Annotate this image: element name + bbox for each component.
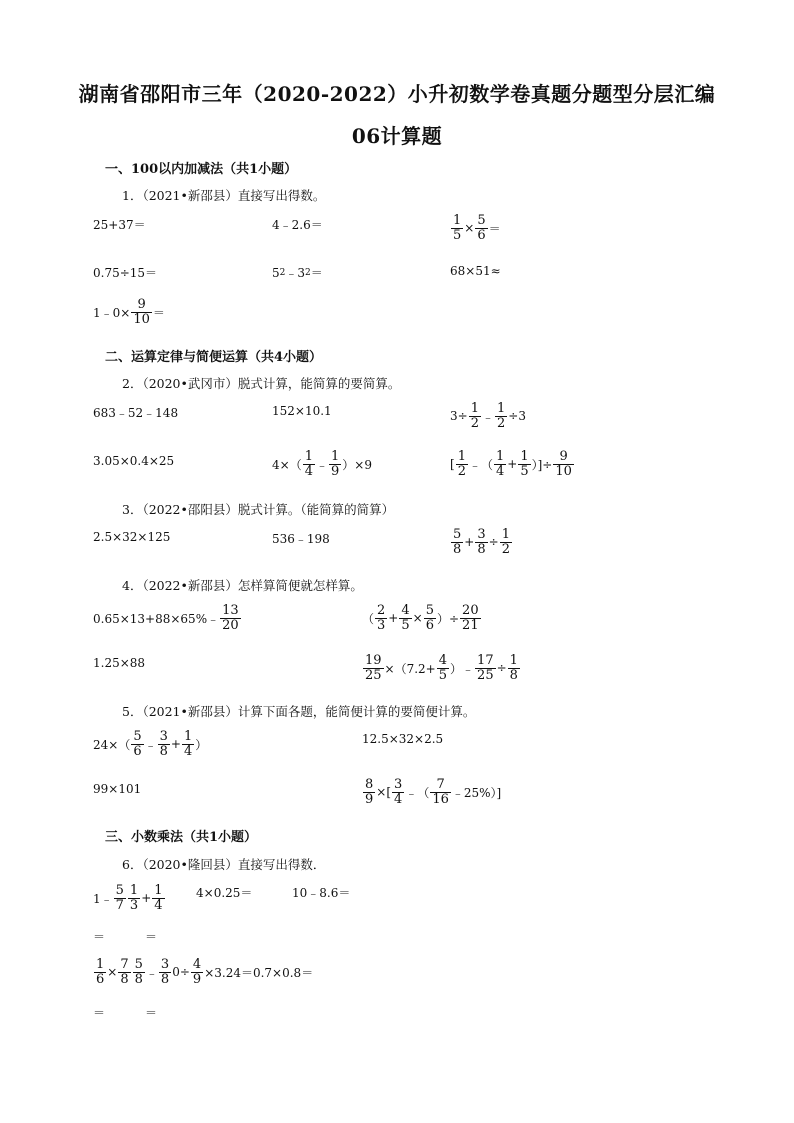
numerator: 8 — [365, 777, 374, 792]
q3-expr-a: 2.5×32×125 — [93, 530, 171, 544]
fraction — [131, 730, 143, 758]
numerator: 7 — [120, 957, 129, 972]
denominator: 10 — [555, 463, 572, 479]
fraction — [518, 450, 530, 478]
fraction — [475, 654, 496, 682]
q3-expr-c: $\frac{5}{8}$ + $\frac{3}{8}$ ÷ $\frac{1}{2}$ — [453, 527, 510, 557]
denominator: 6 — [133, 743, 142, 759]
fraction — [500, 528, 512, 556]
q6-expr-a: 1﹣ $\frac{5}{7}$ $\frac{1}{3}$ + $\frac{1}{4}$ — [93, 883, 163, 913]
denominator: 5 — [520, 463, 529, 479]
denominator: 10 — [133, 311, 150, 327]
denominator: 8 — [160, 971, 170, 987]
section-heading-3: 三、小数乘法（共1小题） — [105, 830, 258, 845]
q1-expr-d: 0.75÷15＝ — [93, 266, 158, 280]
denominator: 8 — [120, 971, 129, 987]
q4-expr-c: 1.25×88 — [93, 656, 146, 670]
denominator: 8 — [134, 971, 143, 987]
fraction — [182, 730, 194, 758]
denominator: 5 — [438, 667, 448, 683]
q6-expr-b: 4×0.25＝ — [196, 886, 253, 900]
denominator: 25 — [365, 667, 382, 683]
fraction — [128, 884, 140, 912]
page-title: 湖南省邵阳市三年（2020-2022）小升初数学卷真题分题型分层汇编 — [78, 82, 716, 106]
denominator: 16 — [432, 791, 449, 807]
q4-expr-a: 0.65×13+88×65%﹣ $\frac{13}{20}$ — [93, 603, 239, 633]
numerator: 1 — [304, 449, 313, 464]
fraction — [159, 958, 171, 986]
numerator: 1 — [501, 527, 510, 542]
numerator: 4 — [401, 603, 410, 618]
fraction — [451, 528, 463, 556]
numerator: 5 — [133, 729, 142, 744]
denominator: 9 — [331, 463, 340, 479]
fraction — [469, 402, 481, 430]
numerator: 20 — [462, 603, 479, 618]
fraction — [553, 450, 574, 478]
q6-expr-d: $\frac{1}{6}$ × $\frac{7}{8}$ $\frac{5}{8}$ ﹣ $\frac{3}{8}$ 0÷ $\frac{4}{9}$ ×3.24＝ 0.7×0.8＝ — [96, 957, 314, 987]
fraction — [460, 604, 481, 632]
denominator: 8 — [159, 743, 168, 759]
numerator: 4 — [192, 957, 202, 972]
fraction — [133, 958, 145, 986]
numerator: 17 — [477, 653, 494, 668]
denominator: 2 — [501, 541, 510, 557]
fraction — [152, 884, 164, 912]
section-heading-1: 一、100以内加减法（共1小题） — [105, 162, 298, 177]
fraction — [475, 214, 487, 242]
fraction — [494, 450, 506, 478]
denominator: 6 — [477, 227, 486, 243]
denominator: 8 — [477, 541, 486, 557]
question-5-prompt: 5．（2021•新邵县）计算下面各题，能简便计算的要简便计算。 — [122, 704, 476, 719]
denominator: 6 — [425, 617, 434, 633]
denominator: 21 — [462, 617, 479, 633]
denominator: 3 — [377, 617, 386, 633]
q6-answer-blank-4: ＝ — [145, 1006, 158, 1020]
question-4-prompt: 4．（2022•新邵县）怎样算简便就怎样算。 — [122, 578, 363, 593]
denominator: 8 — [509, 667, 518, 683]
denominator: 2 — [457, 463, 466, 479]
fraction — [363, 654, 384, 682]
fraction — [220, 604, 241, 632]
question-2-prompt: 2．（2020•武冈市）脱式计算，能简算的要简算。 — [122, 376, 401, 391]
denominator: 9 — [365, 791, 374, 807]
numerator: 5 — [115, 883, 124, 898]
denominator: 5 — [453, 227, 462, 243]
fraction — [392, 778, 404, 806]
numerator: 13 — [222, 603, 239, 618]
fraction — [131, 298, 152, 326]
denominator: 4 — [183, 743, 193, 759]
numerator: 1 — [457, 449, 466, 464]
numerator: 9 — [559, 449, 568, 464]
numerator: 9 — [137, 297, 146, 312]
fraction — [375, 604, 387, 632]
fraction — [495, 402, 507, 430]
denominator: 20 — [222, 617, 239, 633]
fraction — [430, 778, 451, 806]
q2-expr-b: 152×10.1 — [272, 404, 332, 418]
q5-expr-b: 12.5×32×2.5 — [362, 732, 444, 746]
fraction — [329, 450, 341, 478]
numerator: 1 — [470, 401, 479, 416]
q1-expr-b: 4﹣2.6＝ — [272, 218, 323, 232]
fraction — [456, 450, 468, 478]
fraction — [451, 214, 463, 242]
q1-expr-c: $\frac{1}{5}$ × $\frac{5}{6}$ ＝ — [453, 213, 501, 243]
question-3-prompt: 3．（2022•邵阳县）脱式计算。（能简算的简算） — [122, 502, 395, 517]
q1-expr-e: 5 2 ﹣3 2 ＝ — [272, 265, 323, 280]
denominator: 25 — [477, 667, 494, 683]
denominator: 7 — [115, 897, 124, 913]
numerator: 5 — [453, 527, 462, 542]
q1-expr-a: 25+37＝ — [93, 218, 146, 232]
fraction — [303, 450, 315, 478]
fraction — [118, 958, 130, 986]
numerator: 1 — [183, 729, 193, 744]
q3-expr-b: 536﹣198 — [272, 532, 330, 546]
denominator: 6 — [96, 971, 105, 987]
numerator: 3 — [477, 527, 486, 542]
q6-expr-c: 10﹣8.6＝ — [292, 886, 351, 900]
numerator: 1 — [497, 401, 506, 416]
fraction — [508, 654, 520, 682]
fraction — [399, 604, 411, 632]
q2-expr-e: 4×（ $\frac{1}{4}$ ﹣ $\frac{1}{9}$ ）×9 — [272, 449, 372, 479]
numerator: 3 — [159, 729, 168, 744]
denominator: 2 — [470, 415, 479, 431]
numerator: 1 — [96, 957, 105, 972]
numerator: 1 — [495, 449, 505, 464]
denominator: 8 — [453, 541, 462, 557]
numerator: 3 — [160, 957, 170, 972]
numerator: 1 — [520, 449, 529, 464]
numerator: 7 — [436, 777, 445, 792]
numerator: 1 — [154, 883, 163, 898]
fraction — [363, 778, 375, 806]
q2-expr-f: [ $\frac{1}{2}$ ﹣（ $\frac{1}{4}$ + $\frac{1}{5}$ ）]÷ $\frac{9}{10}$ — [450, 449, 572, 479]
fraction — [475, 528, 487, 556]
q5-expr-d: $\frac{8}{9}$ ×[ $\frac{3}{4}$ ﹣（ $\frac{7}{16}$ ﹣25%）] — [365, 777, 502, 807]
fraction — [94, 958, 106, 986]
denominator: 4 — [495, 463, 505, 479]
page-subtitle: 06计算题 — [351, 124, 443, 148]
numerator: 4 — [438, 653, 448, 668]
numerator: 1 — [129, 883, 139, 898]
numerator: 3 — [394, 777, 403, 792]
q4-expr-b: （ $\frac{2}{3}$ + $\frac{4}{5}$ × $\frac{5}{6}$ ）÷ $\frac{20}{21}$ — [362, 603, 479, 633]
q2-expr-c: 3÷ $\frac{1}{2}$ ﹣ $\frac{1}{2}$ ÷3 — [450, 401, 526, 431]
numerator: 5 — [134, 957, 143, 972]
q6-answer-blank-2: ＝ — [145, 930, 158, 944]
denominator: 9 — [192, 971, 202, 987]
fraction — [424, 604, 436, 632]
q1-expr-f: 68×51≈ — [450, 264, 501, 278]
q5-expr-c: 99×101 — [93, 782, 142, 796]
fraction — [437, 654, 449, 682]
numerator: 1 — [453, 213, 462, 228]
numerator: 1 — [509, 653, 518, 668]
denominator: 5 — [401, 617, 410, 633]
q4-expr-d: $\frac{19}{25}$ ×（7.2+ $\frac{4}{5}$ ）﹣ $\frac{17}{25}$ ÷ $\frac{1}{8}$ — [365, 653, 518, 683]
numerator: 2 — [377, 603, 386, 618]
numerator: 5 — [477, 213, 486, 228]
q2-expr-d: 3.05×0.4×25 — [93, 454, 175, 468]
question-6-prompt: 6．（2020•隆回县）直接写出得数． — [122, 857, 326, 872]
denominator: 4 — [304, 463, 313, 479]
denominator: 4 — [394, 791, 403, 807]
fraction — [191, 958, 203, 986]
denominator: 4 — [154, 897, 163, 913]
q1-expr-g: 1﹣0× $\frac{9}{10}$ ＝ — [93, 297, 165, 327]
q5-expr-a: 24×（ $\frac{5}{6}$ ﹣ $\frac{3}{8}$ + $\frac{1}{4}$ ） — [93, 729, 208, 759]
numerator: 19 — [365, 653, 382, 668]
numerator: 5 — [425, 603, 434, 618]
q6-answer-blank-3: ＝ — [93, 1006, 106, 1020]
denominator: 3 — [129, 897, 139, 913]
q6-answer-blank-1: ＝ — [93, 930, 106, 944]
fraction — [158, 730, 170, 758]
q2-expr-a: 683﹣52﹣148 — [93, 406, 179, 420]
question-1-prompt: 1．（2021•新邵县）直接写出得数。 — [122, 188, 326, 203]
fraction — [114, 884, 126, 912]
denominator: 2 — [497, 415, 506, 431]
section-heading-2: 二、运算定律与简便运算（共4小题） — [105, 350, 323, 365]
numerator: 1 — [331, 449, 340, 464]
